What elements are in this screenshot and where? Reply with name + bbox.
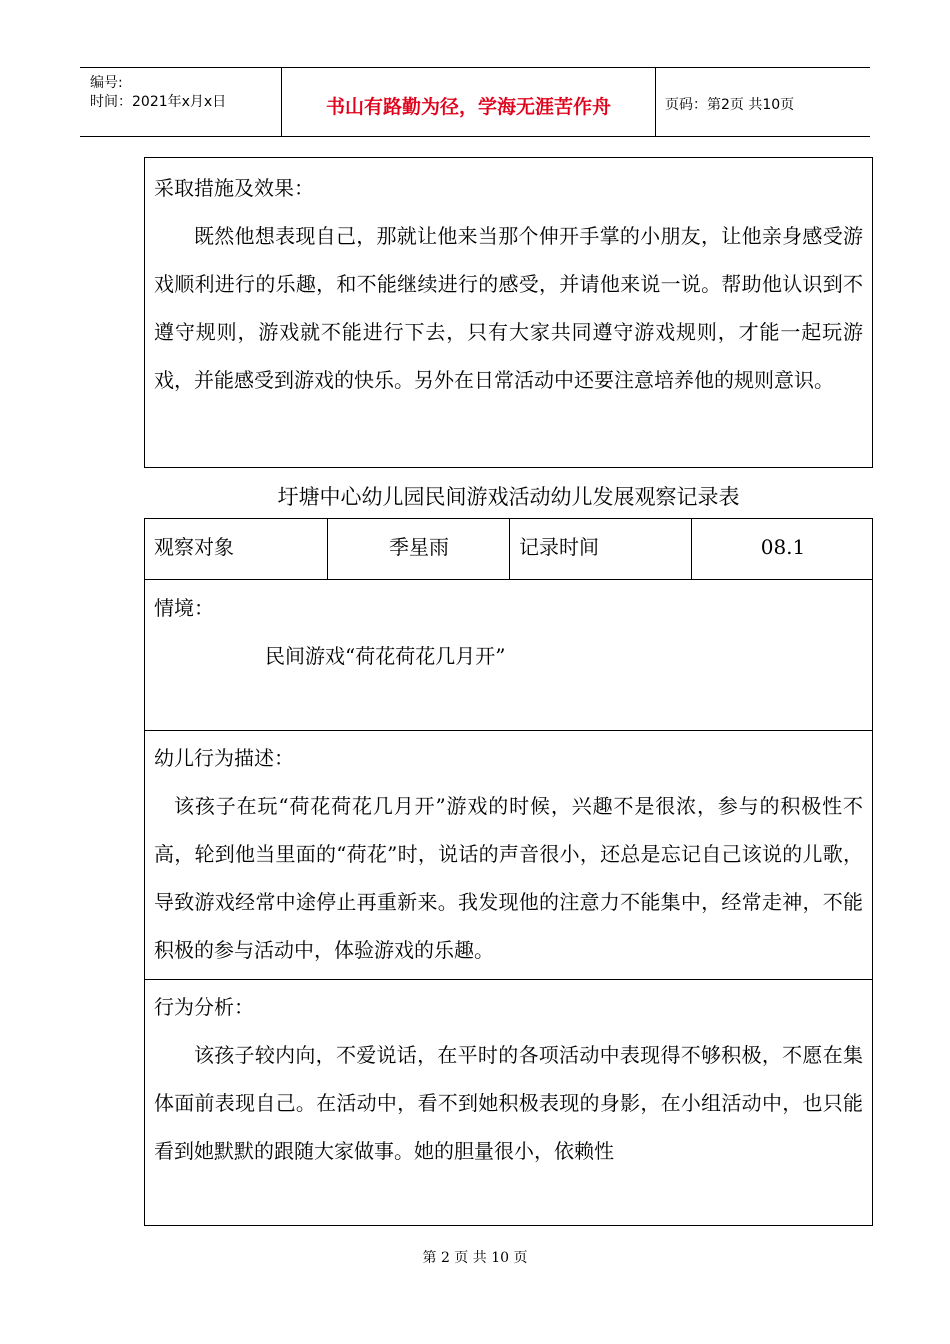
number-label: 编号: (90, 75, 123, 91)
header-motto-cell (281, 68, 656, 136)
measures-label: 采取措施及效果： (154, 176, 314, 200)
behavior-label: 幼儿行为描述： (154, 746, 294, 770)
analysis-box (144, 979, 873, 1226)
page-label: 页码：第2页 共10页 (665, 97, 795, 113)
analysis-text: 该孩子较内向，不爱说话，在平时的各项活动中表现得不够积极，不愿在集体面前表现自己。在活动中，看不到她积极表现的身影，在小组活动中，也只能看到她默默的跟随大家做事。她的胆量很小，依赖性 (154, 1043, 863, 1163)
observation-table (144, 518, 873, 580)
page-footer: 第 2 页 共 10 页 (422, 1250, 528, 1266)
behavior-text: 该孩子在玩“荷花荷花几月开”游戏的时候，兴趣不是很浓，参与的积极性不高，轮到他当里面的“荷花”时，说话的声音很小，还总是忘记自己该说的儿歌，导致游戏经常中途停止再重新来。我发现他的注意力不能集中，经常走神，不能积极的参与活动中，体验游戏的乐趣。 (154, 794, 863, 962)
measures-text: 既然他想表现自己，那就让他来当那个伸开手掌的小朋友，让他亲身感受游戏顺利进行的乐趣，和不能继续进行的感受，并请他来说一说。帮助他认识到不遵守规则，游戏就不能进行下去，只有大家共同遵守游戏规则，才能一起玩游戏，并能感受到游戏的快乐。另外在日常活动中还要注意培养他的规则意识。 (154, 224, 863, 392)
subject-label: 观察对象 (154, 535, 234, 559)
header-info-cell (80, 68, 281, 136)
date-label: 时间：2021年x月x日 (90, 94, 227, 110)
time-label: 记录时间 (509, 519, 691, 579)
header-page-cell (655, 68, 870, 136)
situation-label: 情境： (154, 596, 214, 620)
time-value: 08.1 (691, 519, 874, 579)
situation-box (144, 579, 873, 731)
document-header (80, 67, 870, 137)
analysis-label: 行为分析： (154, 995, 254, 1019)
situation-text: 民间游戏“荷花荷花几月开” (265, 644, 506, 668)
subject-value: 季星雨 (327, 519, 510, 579)
form-title: 圩塘中心幼儿园民间游戏活动幼儿发展观察记录表 (277, 485, 740, 509)
motto-text: 书山有路勤为径，学海无涯苦作舟 (325, 96, 611, 118)
measures-box (144, 157, 873, 468)
behavior-box (144, 730, 873, 980)
